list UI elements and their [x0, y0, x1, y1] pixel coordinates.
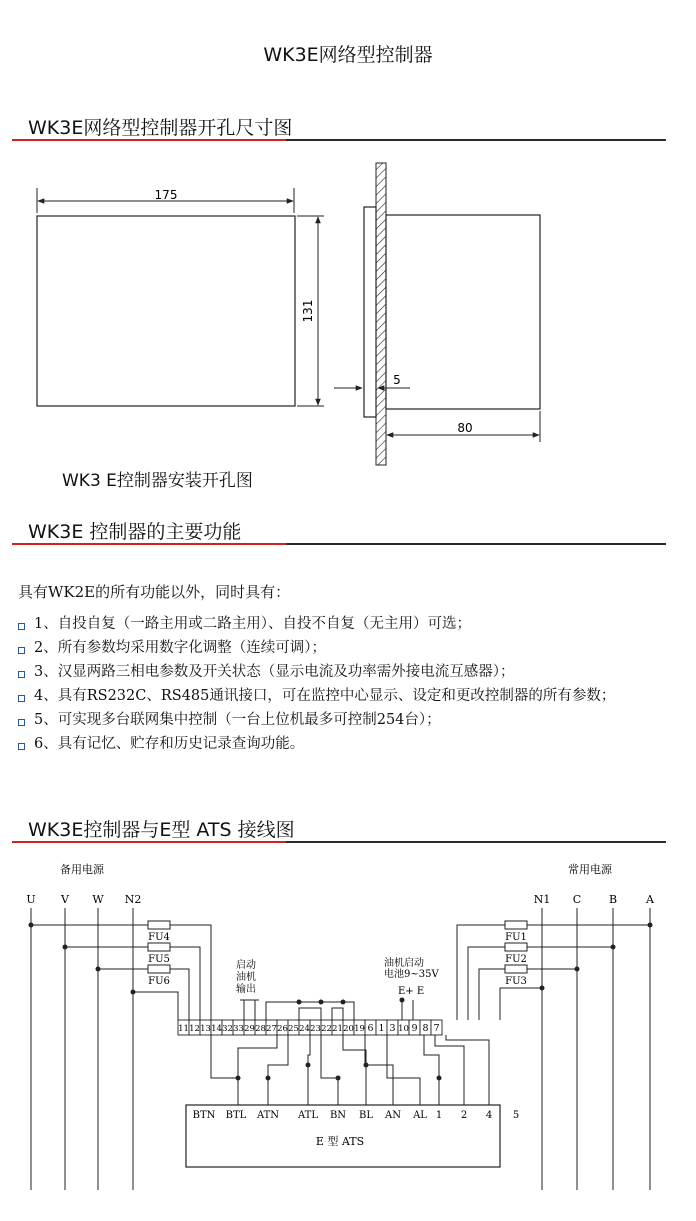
phase-label: N2	[124, 893, 142, 906]
backup-power-label: 备用电源	[60, 863, 104, 876]
ats-terminal-label: AL	[413, 1110, 427, 1121]
phase-label: C	[572, 893, 582, 906]
page-title: WK3E网络型控制器	[263, 44, 433, 66]
ats-terminal-label: 2	[460, 1110, 468, 1121]
phase-label: N1	[533, 893, 551, 906]
terminal-number: 25	[288, 1024, 299, 1034]
list-item: 6、具有记忆、贮存和历史记录查询功能。	[18, 732, 696, 756]
depth-label: 80	[457, 421, 473, 435]
terminal-number: 22	[321, 1024, 332, 1034]
terminal-number: 6	[367, 1023, 374, 1034]
functions-intro: 具有WK2E的所有功能以外，同时具有：	[18, 583, 291, 601]
battery-label: 电池9~35V	[384, 969, 439, 980]
terminal-number: 23	[310, 1024, 321, 1034]
section-title-cutout: WK3E网络型控制器开孔尺寸图	[28, 117, 293, 139]
square-bullet-icon	[18, 647, 25, 654]
terminal-number: 26	[277, 1024, 288, 1034]
terminal-number: 1	[378, 1023, 385, 1034]
list-item: 2、所有参数均采用数字化调整（连续可调）；	[18, 636, 696, 660]
phase-label: V	[61, 893, 69, 906]
height-label: 131	[301, 299, 315, 323]
square-bullet-icon	[18, 623, 25, 630]
ats-terminal-label: ATN	[256, 1110, 280, 1121]
battery-terminal-label: E+ E	[398, 986, 425, 997]
list-item: 5、可实现多台联网集中控制（一台上位机最多可控制254台）；	[18, 708, 696, 732]
fuse-label: FU1	[505, 932, 527, 943]
fuse-label: FU5	[148, 954, 170, 965]
terminal-number: 32	[222, 1024, 233, 1034]
terminal-number: 21	[332, 1024, 343, 1034]
panel-thickness-label: 5	[393, 373, 401, 387]
front-view	[37, 188, 324, 406]
width-label: 175	[154, 188, 178, 202]
section-divider	[12, 139, 666, 141]
start-output-label: 输出	[236, 984, 256, 995]
ats-terminal-label: BN	[329, 1110, 347, 1121]
terminal-number: 29	[244, 1024, 255, 1034]
cutout-caption: WK3 E控制器安装开孔图	[62, 471, 253, 491]
cutout-dimension-drawing	[0, 155, 696, 475]
terminal-number: 9	[411, 1023, 418, 1034]
ats-terminal-label: BTN	[192, 1110, 216, 1121]
phase-label: U	[26, 893, 36, 906]
terminal-number: 13	[200, 1024, 211, 1034]
terminal-number: 12	[189, 1024, 200, 1034]
battery-label: 油机启动	[384, 958, 424, 969]
feature-list	[18, 612, 696, 756]
normal-power-label: 常用电源	[568, 863, 612, 876]
terminal-number: 28	[255, 1024, 266, 1034]
fuse-label: FU6	[148, 976, 170, 987]
wiring-diagram	[0, 850, 696, 1200]
fuse-group-left	[148, 921, 170, 987]
start-output-label: 油机	[236, 972, 256, 983]
terminal-number: 10	[398, 1024, 409, 1034]
phase-label: A	[646, 893, 654, 906]
terminal-number: 14	[211, 1024, 222, 1034]
square-bullet-icon	[18, 671, 25, 678]
terminal-number: 11	[178, 1024, 189, 1034]
ats-terminal-label: 5	[512, 1110, 520, 1121]
terminal-number: 33	[233, 1024, 244, 1034]
terminal-number: 3	[389, 1023, 396, 1034]
section-divider	[12, 543, 666, 545]
square-bullet-icon	[18, 695, 25, 702]
list-item: 4、具有RS232C、RS485通讯接口，可在监控中心显示、设定和更改控制器的所有参数；	[18, 684, 696, 708]
start-output-label: 启动	[236, 960, 256, 971]
ats-terminal-label: 4	[485, 1110, 493, 1121]
terminal-number: 7	[433, 1023, 440, 1034]
section-title-wiring: WK3E控制器与E型 ATS 接线图	[28, 819, 295, 841]
fuse-label: FU2	[505, 954, 527, 965]
section-title-functions: WK3E 控制器的主要功能	[28, 521, 242, 543]
terminal-number: 24	[299, 1024, 310, 1034]
phase-label: W	[92, 893, 104, 906]
ats-terminal-label: BL	[359, 1110, 373, 1121]
ats-terminal-label: ATL	[298, 1110, 318, 1121]
terminal-number: 27	[266, 1024, 277, 1034]
ats-terminal-label: 1	[435, 1110, 443, 1121]
ats-name: E 型 ATS	[315, 1135, 365, 1148]
ats-terminal-label: BTL	[225, 1110, 247, 1121]
square-bullet-icon	[18, 743, 25, 750]
list-item: 3、汉显两路三相电参数及开关状态（显示电流及功率需外接电流互感器）；	[18, 660, 696, 684]
terminal-strip	[178, 1020, 442, 1035]
fuse-label: FU3	[505, 976, 527, 987]
terminal-number: 8	[422, 1023, 429, 1034]
terminal-number: 20	[343, 1024, 354, 1034]
phase-label: B	[608, 893, 618, 906]
ats-terminal-label: AN	[385, 1110, 401, 1121]
fuse-group-right	[505, 921, 527, 987]
list-item: 1、自投自复（一路主用或二路主用）、自投不自复（无主用）可选；	[18, 612, 696, 636]
section-divider	[12, 841, 666, 843]
square-bullet-icon	[18, 719, 25, 726]
side-view	[334, 163, 540, 465]
fuse-label: FU4	[148, 932, 170, 943]
terminal-number: 19	[354, 1024, 365, 1034]
